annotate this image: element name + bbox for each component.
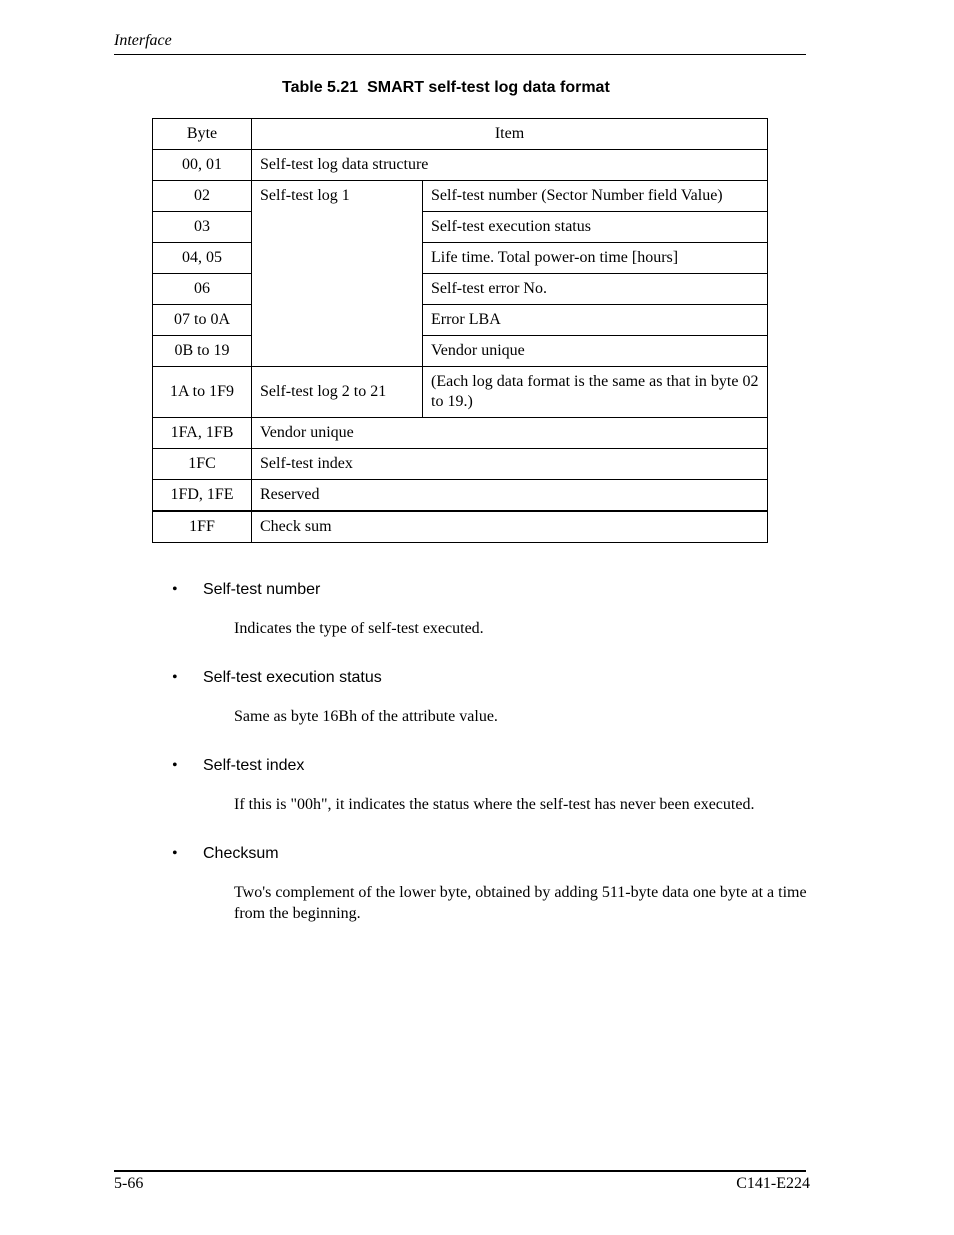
bullet-title-row bbox=[172, 581, 812, 599]
column-header-byte: Byte bbox=[153, 119, 252, 150]
table-row bbox=[153, 336, 768, 367]
table-row bbox=[153, 181, 768, 212]
bullet-title: Self-test number bbox=[203, 581, 321, 598]
item-cell: Vendor unique bbox=[423, 336, 768, 367]
group-cell: Self-test log 2 to 21 bbox=[252, 367, 423, 418]
bullet-dot-icon: • bbox=[172, 757, 178, 774]
item-cell: Self-test execution status bbox=[423, 212, 768, 243]
byte-cell: 06 bbox=[153, 274, 252, 305]
bullet-description: Two's complement of the lower byte, obtained by adding 511-byte data one byte at a time from the beginning. bbox=[234, 884, 807, 922]
bullet-self-test-index bbox=[172, 757, 812, 815]
table-row bbox=[153, 243, 768, 274]
byte-cell: 1A to 1F9 bbox=[153, 367, 252, 418]
column-header-item: Item bbox=[252, 119, 768, 150]
table-header-row bbox=[153, 119, 768, 150]
table-row bbox=[153, 511, 768, 543]
table-row bbox=[153, 480, 768, 512]
bullet-dot-icon: • bbox=[172, 581, 178, 598]
table-row bbox=[153, 305, 768, 336]
table-row bbox=[153, 449, 768, 480]
smart-self-test-log-table bbox=[152, 118, 768, 543]
table-row bbox=[153, 212, 768, 243]
table-caption: Table 5.21 SMART self-test log data format bbox=[282, 79, 610, 96]
footer-divider bbox=[114, 1170, 806, 1172]
running-header bbox=[114, 30, 806, 55]
bullet-title-row bbox=[172, 757, 812, 775]
byte-cell: 07 to 0A bbox=[153, 305, 252, 336]
item-cell: Life time. Total power-on time [hours] bbox=[423, 243, 768, 274]
table-row bbox=[153, 150, 768, 181]
page-number: 5-66 bbox=[114, 1175, 144, 1192]
bullet-checksum bbox=[172, 845, 812, 924]
bullet-description: Indicates the type of self-test executed. bbox=[234, 620, 484, 637]
document-id: C141-E224 bbox=[736, 1175, 810, 1192]
bullet-description: If this is "00h", it indicates the status where the self-test has never been executed. bbox=[234, 796, 755, 813]
bullet-self-test-execution-status bbox=[172, 669, 812, 727]
byte-cell: 1FD, 1FE bbox=[153, 480, 252, 512]
item-cell: (Each log data format is the same as that in byte 02 to 19.) bbox=[423, 367, 768, 418]
item-cell: Self-test log data structure bbox=[252, 150, 768, 181]
item-cell: Check sum bbox=[252, 511, 768, 543]
item-cell: Self-test number (Sector Number field Value) bbox=[423, 181, 768, 212]
item-cell: Error LBA bbox=[423, 305, 768, 336]
bullet-self-test-number bbox=[172, 581, 812, 639]
byte-cell: 04, 05 bbox=[153, 243, 252, 274]
bullet-title-row bbox=[172, 669, 812, 687]
byte-cell: 00, 01 bbox=[153, 150, 252, 181]
byte-cell: 1FF bbox=[153, 511, 252, 543]
bullet-title: Checksum bbox=[203, 845, 279, 862]
byte-cell: 1FA, 1FB bbox=[153, 418, 252, 449]
table-row bbox=[153, 418, 768, 449]
byte-cell: 1FC bbox=[153, 449, 252, 480]
running-title: Interface bbox=[114, 32, 172, 49]
byte-cell: 02 bbox=[153, 181, 252, 212]
bullet-title: Self-test index bbox=[203, 757, 305, 774]
byte-cell: 0B to 19 bbox=[153, 336, 252, 367]
item-cell: Self-test index bbox=[252, 449, 768, 480]
byte-cell: 03 bbox=[153, 212, 252, 243]
item-cell: Reserved bbox=[252, 480, 768, 512]
bullet-description: Same as byte 16Bh of the attribute value. bbox=[234, 708, 498, 725]
bullet-title: Self-test execution status bbox=[203, 669, 382, 686]
bullet-dot-icon: • bbox=[172, 669, 178, 686]
bullet-title-row bbox=[172, 845, 812, 863]
item-cell: Self-test error No. bbox=[423, 274, 768, 305]
table-row bbox=[153, 274, 768, 305]
group-cell: Self-test log 1 bbox=[252, 181, 423, 367]
table-row bbox=[153, 367, 768, 418]
item-cell: Vendor unique bbox=[252, 418, 768, 449]
bullet-dot-icon: • bbox=[172, 845, 178, 862]
